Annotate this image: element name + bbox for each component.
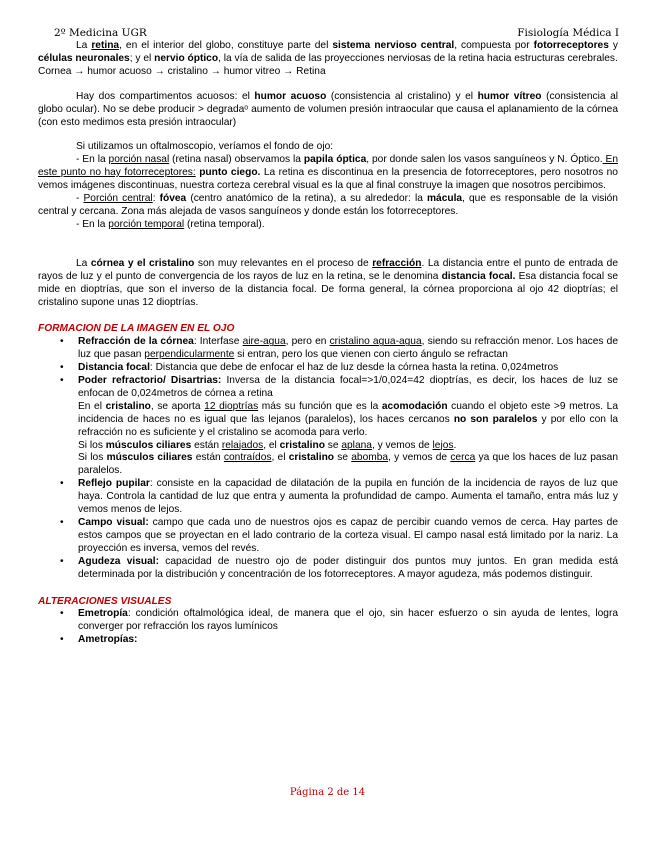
list-item: • Emetropía: condición oftalmológica ideal, de manera que el ojo, sin hacer esfuerzo o sin ayuda de lentes, logra converger por refracción los rayos lumínicos [38, 608, 618, 634]
formacion-list [38, 336, 618, 581]
list-item: • Ametropías: [38, 634, 618, 647]
alteraciones-list [38, 608, 618, 647]
intro-paragraph: La retina, en el interior del globo, constituye parte del sistema nervioso central, compuesta por fotorreceptores y células neuronales; y el nervio óptico, la vía de salida de las proyecciones nerviosas de la retina hacia estructuras cerebrales. [38, 40, 618, 64]
list-item: • Refracción de la córnea: Interfase aire-agua, pero en cristalino agua-agua, siendo su refracción menor. Los haces de luz que pasan perpendicularmente si entran, pero los que vienen con cierto ángulo se refractan [38, 336, 618, 362]
list-item: • Reflejo pupilar: consiste en la capacidad de dilatación de la pupila en función de la incidencia de rayos de luz que haya. Controla la cantidad de luz que entra y aumenta la profundidad de campo. Aumenta el tamaño, entra más luz y vemos menos de lejos. [38, 478, 618, 517]
fondo-temporal: - En la porción temporal (retina temporal). [76, 218, 265, 230]
refraccion-paragraph: La córnea y el cristalino son muy relevantes en el proceso de refracción. La distancia entre el punto de entrada de rayos de luz y el punto de convergencia de los rayos de luz en la retina, se le denomina distancia focal. Esa distancia focal se mide en dioptrías, que son el inverso de la distancia focal. De forma general, la córnea proporciona al ojo 42 dioptrías; el cristalino supone unas 12 dioptrías. [38, 257, 618, 308]
ciliares-contraidos: Si los músculos ciliares están contraídos, el cristalino se abomba, y vemos de cerca ya que los haces de luz pasan paralelos. [78, 452, 619, 477]
ciliares-relajados: Si los músculos ciliares están relajados, el cristalino se aplana, y vemos de lejos. [78, 439, 457, 451]
cristalino-paragraph: En el cristalino, se aporta 12 dioptrías más su función que es la acomodación cuando el objeto este >9 metros. La incidencia de haces no es igual que las lejanos (paralelos), los haces cercanos no son paralelos y por ello con la refracción no es suficiente y el cristalino se acomoda para verlo. [78, 400, 619, 438]
header-course: 2º Medicina UGR [54, 27, 147, 39]
list-item: • Poder refractorio/ Disartrias: Inversa de la distancia focal=>1/0,024=42 dioptrías, es decir, los haces de luz se enfocan de 0,024metros de córnea a retina [38, 375, 618, 401]
light-path: Cornea → humor acuoso → cristalino → humor vitreo → Retina [38, 65, 326, 77]
page-footer: Página 2 de 14 [289, 787, 366, 798]
fondo-intro: Si utilizamos un oftalmoscopio, veríamos el fondo de ojo: [76, 141, 334, 153]
list-item: • Agudeza visual: capacidad de nuestro ojo de poder distinguir dos puntos muy juntos. En gran medida está determinada por la distribución y concentración de los fotorreceptores. A mayor agudeza, más podemos distinguir. [38, 556, 618, 582]
humor-paragraph: Hay dos compartimentos acuosos: el humor acuoso (consistencia al cristalino) y el humor vítreo (consistencia al globo ocular). No se debe producir > degradaᵒ aumento de volumen presión intraocular que causa el aplanamiento de la córnea (con esto medimos esta presión intraocular) [38, 90, 619, 128]
document-body [38, 40, 618, 647]
page-header [54, 27, 619, 41]
fondo-nasal: - En la porción nasal (retina nasal) observamos la papila óptica, por donde salen los vasos sanguíneos y N. Óptico. En este punto no hay fotorreceptores: punto ciego. La retina es discontinua en la presencia de fotorreceptores, pero nosotros no vemos imágenes discontinuas, nuestra corteza cerebral visual es la que al final construye la imagen que nosotros percibimos. [38, 154, 618, 192]
section-title-alteraciones: ALTERACIONES VISUALES [38, 595, 172, 607]
list-item: • Campo visual: campo que cada uno de nuestros ojos es capaz de percibir cuando vemos de cerca. Hay partes de estos campos que se proyectan en el lado contrario de la corteza visual. El campo nasal está limitado por la nariz. La proyección es inversa, vemos del revés. [38, 517, 618, 556]
section-title-formacion: FORMACION DE LA IMAGEN EN EL OJO [38, 323, 235, 335]
header-subject: Fisiología Médica I [517, 27, 619, 39]
list-item: • Distancia focal: Distancia que debe de enfocar el haz de luz desde la córnea hasta la retina. 0,024metros [38, 362, 618, 375]
fondo-central: - Porción central: fóvea (centro anatómico de la retina), a su alrededor: la mácula, que es responsable de la visión central y cercana. Zona más alejada de vasos sanguíneos y donde están los fotorreceptores. [38, 193, 618, 217]
